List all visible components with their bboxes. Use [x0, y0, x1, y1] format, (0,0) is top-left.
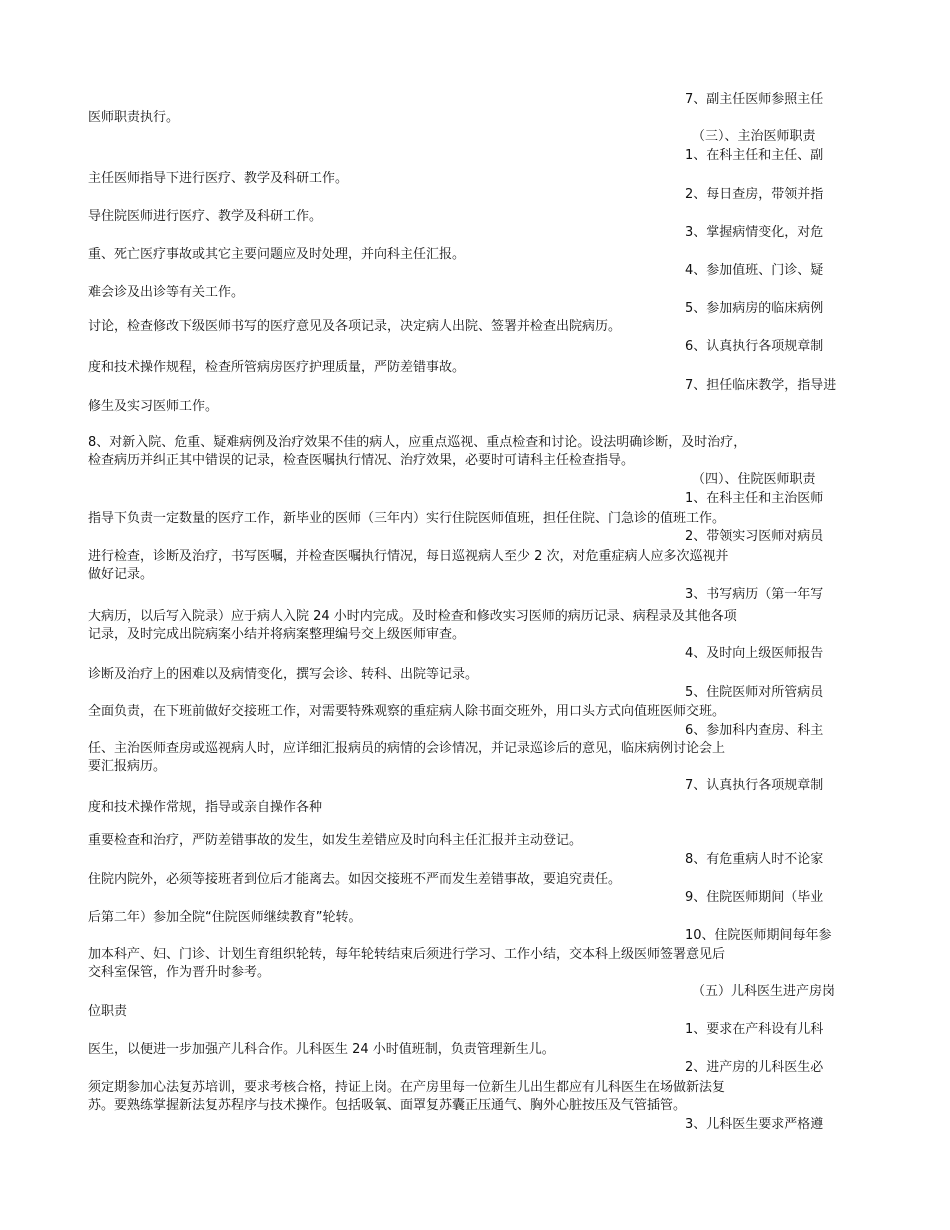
text-line: 记录，及时完成出院病案小结并将病案整理编号交上级医师审查。: [88, 627, 466, 642]
text-line: 指导下负责一定数量的医疗工作，新毕业的医师（三年内）实行住院医师值班，担任住院、门急诊的值班工作。: [88, 511, 726, 526]
text-line: 6、认真执行各项规章制: [685, 339, 824, 354]
text-line: 7、副主任医师参照主任: [685, 92, 824, 107]
text-line: 修生及实习医师工作。: [88, 399, 219, 414]
text-line: 8、有危重病人时不论家: [685, 852, 824, 867]
section-heading: （五）儿科医生进产房岗: [692, 984, 836, 999]
text-line: 10、住院医师期间每年参: [685, 928, 832, 943]
text-line: 度和技术操作规程，检查所管病房医疗护理质量，严防差错事故。: [88, 360, 466, 375]
text-line: 8、对新入院、危重、疑难病例及治疗效果不佳的病人，应重点巡视、重点检查和讨论。设法明确诊断，及时治疗，: [88, 435, 747, 450]
text-line: 全面负责，在下班前做好交接班工作，对需要特殊观察的重症病人除书面交班外，用口头方式向值班医师交班。: [88, 704, 726, 719]
text-line: 做好记录。: [88, 567, 154, 582]
section-heading: （三）、主治医师职责: [692, 129, 816, 144]
text-line: 大病历，以后写入院录）应于病人入院 24 小时内完成。及时检查和修改实习医师的病历记录、病程录及其他各项: [88, 609, 737, 624]
text-line: 4、及时向上级医师报告: [685, 646, 824, 661]
text-line: 1、在科主任和主任、副: [685, 148, 824, 163]
text-line: 2、进产房的儿科医生必: [685, 1060, 824, 1075]
text-line: 6、参加科内查房、科主: [685, 723, 824, 738]
text-line: 9、住院医师期间（毕业: [685, 890, 824, 905]
text-line: 诊断及治疗上的困难以及病情变化，撰写会诊、转科、出院等记录。: [88, 667, 479, 682]
text-line: 讨论，检查修改下级医师书写的医疗意见及各项记录，决定病人出院、签署并检查出院病历。: [88, 319, 622, 334]
text-line: 重要检查和治疗，严防差错事故的发生，如发生差错应及时向科主任汇报并主动登记。: [88, 833, 583, 848]
text-line: 1、在科主任和主治医师: [685, 491, 824, 506]
text-line: 度和技术操作常规，指导或亲自操作各种: [88, 800, 323, 815]
text-line: 5、住院医师对所管病员: [685, 685, 824, 700]
text-line: 要汇报病历。: [88, 759, 167, 774]
text-line: 医师职责执行。: [88, 110, 180, 125]
text-line: 检查病历并纠正其中错误的记录，检查医嘱执行情况、治疗效果，必要时可请科主任检查指导。: [88, 453, 635, 468]
text-line: 加本科产、妇、门诊、计划生育组织轮转，每年轮转结束后须进行学习、工作小结，交本科上级医师签署意见后: [88, 947, 726, 962]
text-line: 5、参加病房的临床病例: [685, 301, 824, 316]
text-line: 3、儿科医生要求严格遵: [685, 1117, 824, 1132]
text-line: 导住院医师进行医疗、教学及科研工作。: [88, 209, 323, 224]
text-line: 交科室保管，作为晋升时参考。: [88, 965, 271, 980]
text-line: 4、参加值班、门诊、疑: [685, 263, 824, 278]
text-line: 任、主治医师查房或巡视病人时，应详细汇报病员的病情的会诊情况，并记录巡诊后的意见，临床病例讨论会上: [88, 741, 726, 756]
text-line: 主任医师指导下进行医疗、教学及科研工作。: [88, 171, 349, 186]
text-line: 进行检查，诊断及治疗，书写医嘱，并检查医嘱执行情况，每日巡视病人至少 2 次，对危重症病人应多次巡视并: [88, 549, 729, 564]
text-line: 苏。要熟练掌握新法复苏程序与技术操作。包括吸氧、面罩复苏囊正压通气、胸外心脏按压及气管插管。: [88, 1098, 687, 1113]
text-line: 医生，以便进一步加强产儿科合作。儿科医生 24 小时值班制，负责管理新生儿。: [88, 1042, 555, 1057]
text-line: 须定期参加心法复苏培训，要求考核合格，持证上岗。在产房里每一位新生儿出生都应有儿科医生在场做新法复: [88, 1080, 726, 1095]
text-line: 难会诊及出诊等有关工作。: [88, 285, 245, 300]
text-line: 住院内院外，必须等接班者到位后才能离去。如因交接班不严而发生差错事故，要追究责任。: [88, 872, 622, 887]
text-line: 2、每日查房，带领并指: [685, 187, 824, 202]
text-line: 2、带领实习医师对病员: [685, 529, 824, 544]
text-line: 重、死亡医疗事故或其它主要问题应及时处理，并向科主任汇报。: [88, 247, 466, 262]
text-line: 位职责: [88, 1004, 128, 1019]
text-line: 3、掌握病情变化，对危: [685, 225, 824, 240]
text-line: 1、要求在产科设有儿科: [685, 1022, 824, 1037]
text-line: 7、担任临床教学，指导进: [685, 378, 837, 393]
text-line: 7、认真执行各项规章制: [685, 778, 824, 793]
section-heading: （四）、住院医师职责: [692, 472, 816, 487]
text-line: 后第二年）参加全院“住院医师继续教育”轮转。: [88, 910, 362, 925]
text-line: 3、书写病历（第一年写: [685, 587, 824, 602]
